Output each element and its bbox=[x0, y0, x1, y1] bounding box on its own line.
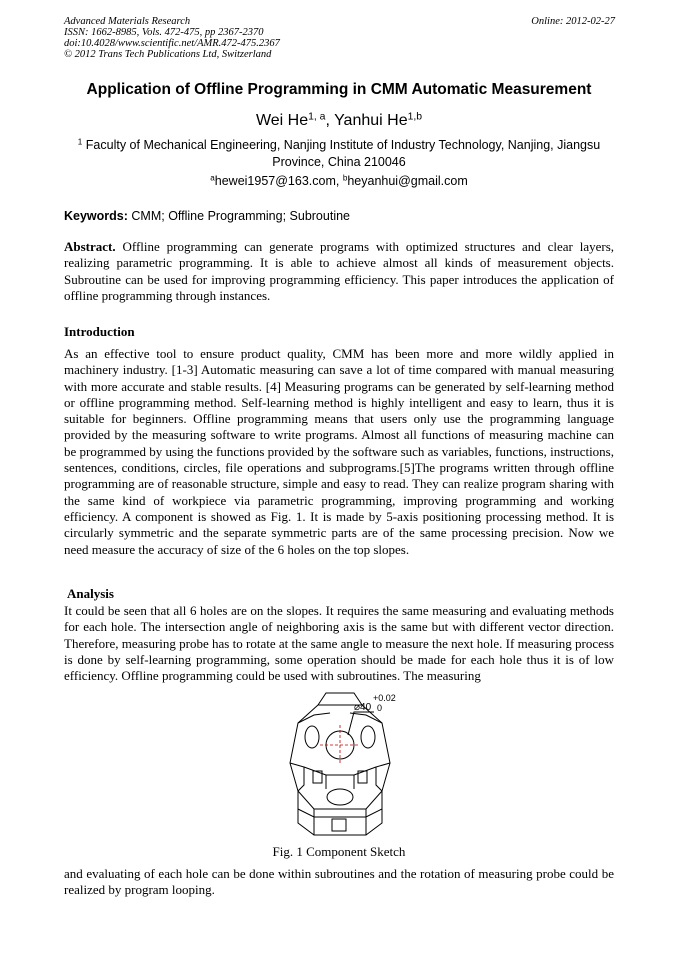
doi-line: doi:10.4028/www.scientific.net/AMR.472-475.2367 bbox=[64, 38, 280, 49]
dimension-leader bbox=[348, 712, 374, 735]
issn-line: ISSN: 1662-8985, Vols. 472-475, pp 2367-2370 bbox=[64, 27, 264, 38]
author-1-sup: 1, a bbox=[308, 111, 326, 123]
dimension-lower-tolerance: 0 bbox=[377, 703, 383, 713]
keywords bbox=[64, 209, 350, 223]
dimension-base: ⌀40 bbox=[354, 702, 372, 713]
email-a-sup: a bbox=[210, 173, 215, 183]
email-a: hewei1957@163.com bbox=[214, 174, 336, 188]
email-b: heyanhui@gmail.com bbox=[347, 174, 468, 188]
slope-hole-right bbox=[361, 726, 375, 748]
lower-ribs bbox=[326, 775, 354, 789]
abstract-label: Abstract. bbox=[64, 239, 116, 254]
author-separator: , bbox=[325, 112, 335, 129]
figure-caption: Fig. 1 Component Sketch bbox=[272, 844, 406, 859]
author-1-name: Wei He bbox=[255, 112, 309, 129]
paper-title: Application of Offline Programming in CMM Automatic Measurement bbox=[86, 81, 592, 98]
continuation-text: and evaluating of each hole can be done within subroutines and the rotation of measuring probe could be realized by program looping. bbox=[64, 866, 614, 898]
introduction-heading: Introduction bbox=[64, 324, 135, 339]
author-2-sup: 1,b bbox=[407, 111, 423, 123]
author-line bbox=[0, 112, 678, 130]
affiliation-sup: 1 bbox=[77, 137, 83, 147]
email-line bbox=[0, 174, 678, 188]
keywords-text: CMM; Offline Programming; Subroutine bbox=[131, 209, 350, 223]
journal-name: Advanced Materials Research bbox=[64, 16, 191, 27]
online-date: Online: 2012-02-27 bbox=[531, 16, 615, 27]
base-outline bbox=[298, 791, 382, 835]
dimension-upper-tolerance: +0.02 bbox=[373, 693, 396, 703]
email-separator: , bbox=[335, 174, 343, 188]
analysis-text: It could be seen that all 6 holes are on the slopes. It requires the same measuring and evaluating methods for each hole. The intersection angle of neighboring axis is the same but with different vector direction. Therefore, measuring probe has to rotate at the same angle to measure the next hole. If measuring process is done by self-learning programming, some operation should be made for each hole thus it is of low efficiency. Offline programming could be used with subroutines. The measuring bbox=[64, 603, 614, 684]
email-b-sup: b bbox=[342, 173, 348, 183]
crown-ridges bbox=[298, 713, 382, 723]
copyright-line: © 2012 Trans Tech Publications Ltd, Switzerland bbox=[64, 49, 272, 60]
lower-hole bbox=[327, 789, 353, 805]
abstract-text: Offline programming can generate programs with optimized structures and clear layers, realizing parametric programming. It is able to achieve almost all kinds of measurement objects. Subroutine can be used for improving programming efficiency. This paper introduces the application of offline programming through instances. bbox=[64, 239, 615, 303]
affiliation bbox=[62, 137, 616, 171]
base-slot bbox=[332, 819, 346, 831]
component-sketch bbox=[270, 685, 410, 843]
author-2-name: Yanhui He bbox=[334, 112, 408, 129]
affiliation-text: Faculty of Mechanical Engineering, Nanjing Institute of Industry Technology, Nanjing, Jiangsu Province, China 210046 bbox=[85, 138, 601, 169]
analysis-heading: Analysis bbox=[67, 586, 114, 601]
slope-hole-left bbox=[305, 726, 319, 748]
keywords-label: Keywords: bbox=[64, 209, 128, 223]
abstract bbox=[64, 239, 614, 304]
introduction-text: As an effective tool to ensure product quality, CMM has been more and more wildly applied in machinery industry. [1-3] Automatic measuring can save a lot of time compared with manual measuring with more accurate and stable results. [4] Measuring programs can be generated by self-learning method or offline programming method. Self-learning method is highly intelligent and easy to learn, thus it is suitable for beginners. Offline programming means that users only use the programming language provided by the measuring software to write programs. Almost all functions of measuring machine can be programmed by using the functions provided by the software such as variables, functions, instructions, sentences, conditions, circles, file operations and subprograms.[5]The programs written through offline programming are of reasonable structure, simple and easy to read. They can realize program sharing with the same kind of workpiece via parametric programming, improving programming and working efficiency. A component is showed as Fig. 1. It is made by 5-axis positioning processing method. It is circularly symmetric and the separate symmetric parts are of the same processing precision. Now we need measure the accuracy of size of the 6 holes on the top slopes. bbox=[64, 346, 614, 557]
base-band bbox=[298, 809, 382, 817]
